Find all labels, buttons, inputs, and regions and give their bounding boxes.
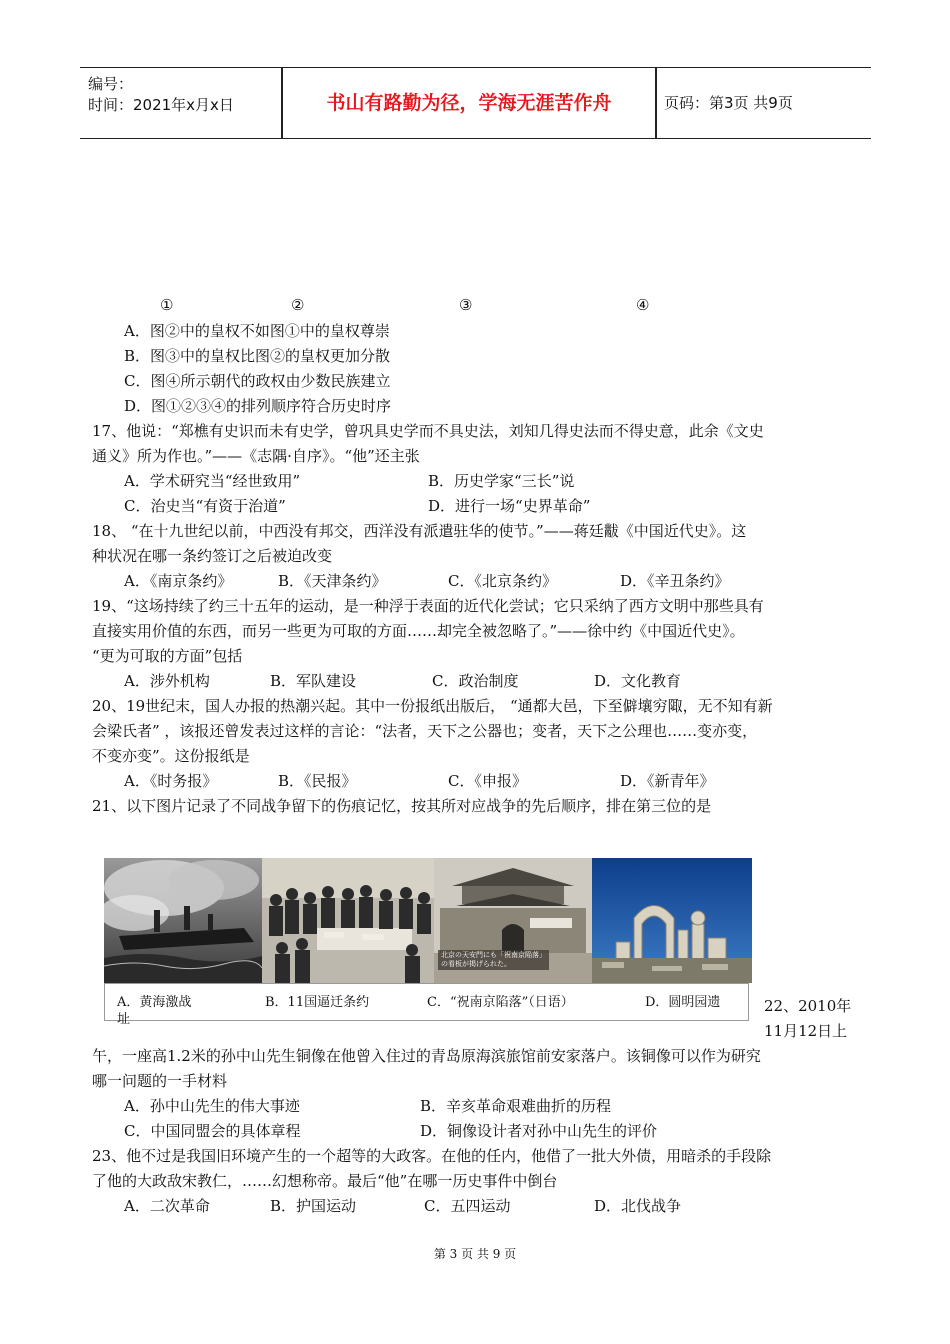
question-text: 会梁氏者” ，该报还曾发表过这样的言论：“法者，天下之公器也；变者，天下之公理也……变亦变，: [92, 722, 758, 740]
gate-banner-photo: [434, 858, 592, 983]
question-text: 直接实用价值的东西，而另一些更为可取的方面……却完全被忽略了。”——徐中约《中国近代史》。: [92, 622, 745, 640]
question-text: 22、2010年: [764, 997, 852, 1015]
figure-label: ②: [291, 296, 305, 314]
caption: C．“祝南京陷落”（日语）: [427, 995, 574, 1010]
war-photo-strip: [104, 858, 752, 983]
question-text: 种状况在哪一条约签订之后被迫改变: [92, 547, 333, 565]
figure-label: ①: [160, 296, 174, 314]
photo-caption: 北京の天安門にも「祝南京陥落」 の看板が掲げられた。: [438, 950, 549, 970]
option: B．《天津条约》: [278, 572, 387, 590]
option: A．《时务报》: [124, 772, 218, 790]
option: C．图④所示朝代的政权由少数民族建立: [124, 372, 391, 390]
option: D．《新青年》: [620, 772, 715, 790]
page-footer: 第 3 页 共 9 页: [433, 1247, 517, 1261]
option: B．历史学家“三长”说: [428, 472, 575, 490]
option: B．《民报》: [278, 772, 357, 790]
caption: 址: [117, 1012, 131, 1027]
option: D．铜像设计者对孙中山先生的评价: [420, 1122, 658, 1140]
naval-battle-photo: [104, 858, 262, 983]
page-number-label: 页码：第3页 共9页: [664, 94, 793, 112]
question-text: 午，一座高1.2米的孙中山先生铜像在他曾入住过的青岛原海滨旅馆前安家落户。该铜像可以作为研究: [92, 1047, 761, 1065]
option: A．涉外机构: [124, 672, 210, 690]
option: D．进行一场“史界革命”: [428, 497, 591, 515]
question-text: 17、他说：“郑樵有史识而未有史学，曾巩具史学而不具史法，刘知几得史法而不得史意，此余《文史: [92, 422, 764, 440]
question-text: 21、以下图片记录了不同战争留下的伤痕记忆，按其所对应战争的先后顺序，排在第三位的是: [92, 797, 712, 815]
photo-captions: [104, 983, 749, 1027]
question-text: 20、19世纪末，国人办报的热潮兴起。其中一份报纸出版后， “通都大邑，下至僻壤穷陬，无不知有新: [92, 697, 773, 715]
option: D．《辛丑条约》: [620, 572, 730, 590]
caption: D．圆明园遗: [645, 995, 721, 1010]
header-meta: [88, 74, 234, 116]
option: D．图①②③④的排列顺序符合历史时序: [124, 397, 392, 415]
option: C．《北京条约》: [448, 572, 557, 590]
number-label: 编号：: [88, 75, 134, 93]
header-divider: [655, 68, 657, 138]
option: A．二次革命: [124, 1197, 210, 1215]
header-motto: 书山有路勤为径，学海无涯苦作舟: [326, 92, 612, 114]
date-label: 时间：2021年x月x日: [88, 96, 234, 114]
question-text: 19、“这场持续了约三十五年的运动，是一种浮于表面的近代化尝试；它只采纳了西方文明中那些具有: [92, 597, 764, 615]
option: C．治史当“有资于治道”: [124, 497, 286, 515]
option: D．北伐战争: [594, 1197, 682, 1215]
option: A．学术研究当“经世致用”: [124, 472, 301, 490]
option: B．辛亥革命艰难曲折的历程: [420, 1097, 612, 1115]
treaty-meeting-photo: [262, 858, 434, 983]
question-text: 哪一问题的一手材料: [92, 1072, 228, 1090]
page-header: [80, 67, 871, 139]
option: B．图③中的皇权比图②的皇权更加分散: [124, 347, 391, 365]
option: C．政治制度: [432, 672, 519, 690]
option: A．孙中山先生的伟大事迹: [124, 1097, 300, 1115]
caption: B．11国逼迁条约: [265, 995, 370, 1010]
question-text: 11月12日上: [764, 1022, 848, 1040]
option: C．中国同盟会的具体章程: [124, 1122, 301, 1140]
question-text: 通义》所为作也。”——《志隅·自序》。“他”还主张: [92, 447, 420, 465]
ruins-photo: [592, 858, 752, 983]
option: C．五四运动: [424, 1197, 511, 1215]
option: D．文化教育: [594, 672, 682, 690]
option: B．军队建设: [270, 672, 357, 690]
option: C．《申报》: [448, 772, 527, 790]
option: B．护国运动: [270, 1197, 357, 1215]
figure-label: ③: [459, 296, 473, 314]
option: A．《南京条约》: [124, 572, 233, 590]
question-text: “更为可取的方面”包括: [92, 647, 243, 665]
figure-label: ④: [636, 296, 650, 314]
question-text: 不变亦变”。这份报纸是: [92, 747, 250, 765]
option: A．图②中的皇权不如图①中的皇权尊崇: [124, 322, 390, 340]
question-text: 了他的大政敌宋教仁，……幻想称帝。最后“他”在哪一历史事件中倒台: [92, 1172, 558, 1190]
caption: A．黄海激战: [117, 995, 192, 1010]
question-text: 23、他不过是我国旧环境产生的一个超等的大政客。在他的任内，他借了一批大外债，用暗杀的手段除: [92, 1147, 772, 1165]
question-text: 18、 “在十九世纪以前，中西没有邦交，西洋没有派遣驻华的使节。”——蒋廷黻《中国近代史》。这: [92, 522, 747, 540]
